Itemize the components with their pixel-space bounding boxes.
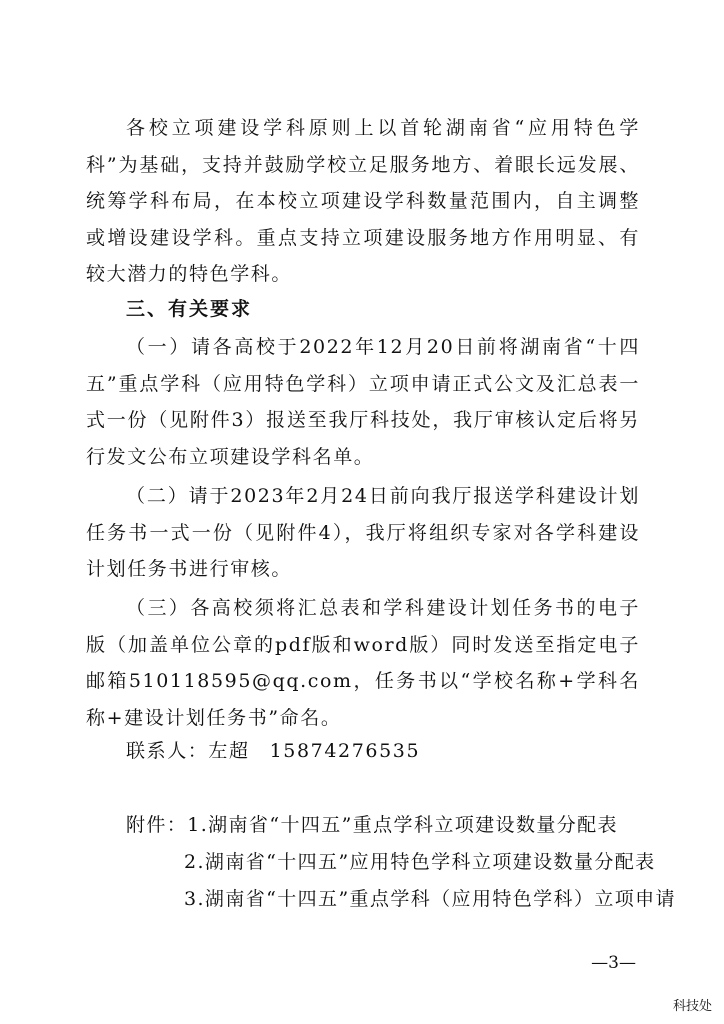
contact-phone: 15874276535 [269, 740, 421, 762]
contact-label: 联系人：左超 [126, 740, 250, 762]
paragraph-requirement-1: （一）请各高校于2022年12月20日前将湖南省“十四五”重点学科（应用特色学科）立项申请正式公文及汇总表一式一份（见附件3）报送至我厅科技处，我厅审核认定后将另行发文公布立项建设学科名单。 [86, 336, 640, 468]
paragraph-subject-basis: 各校立项建设学科原则上以首轮湖南省“应用特色学科”为基础，支持并鼓励学校立足服务地方、着眼长远发展、统筹学科布局，在本校立项建设学科数量范围内，自主调整或增设建设学科。重点支持立项建设服务地方作用明显、有较大潜力的特色学科。 [86, 117, 640, 285]
paragraph-requirement-2: （二）请于2023年2月24日前向我厅报送学科建设计划任务书一式一份（见附件4），我厅将组织专家对各学科建设计划任务书进行审核。 [86, 485, 640, 580]
office-label: 科技处 [672, 999, 712, 1014]
attachment-item-2: 2.湖南省“十四五”应用特色学科立项建设数量分配表 [184, 851, 656, 873]
attachment-item-1: 1.湖南省“十四五”重点学科立项建设数量分配表 [187, 814, 618, 836]
section-heading-requirements: 三、有关要求 [126, 298, 253, 320]
attachment-line-1 [126, 810, 618, 837]
paragraph-requirement-3: （三）各高校须将汇总表和学科建设计划任务书的电子版（加盖单位公章的pdf版和word版）同时发送至指定电子邮箱510118595@qq.com，任务书以“学校名称+学科名称+建设计划任务书”命名。 [86, 597, 640, 729]
attachments-label: 附件： [126, 814, 188, 836]
contact-line [126, 736, 420, 763]
attachment-item-3: 3.湖南省“十四五”重点学科（应用特色学科）立项申请 [184, 888, 676, 910]
page-number: —3— [591, 953, 636, 973]
